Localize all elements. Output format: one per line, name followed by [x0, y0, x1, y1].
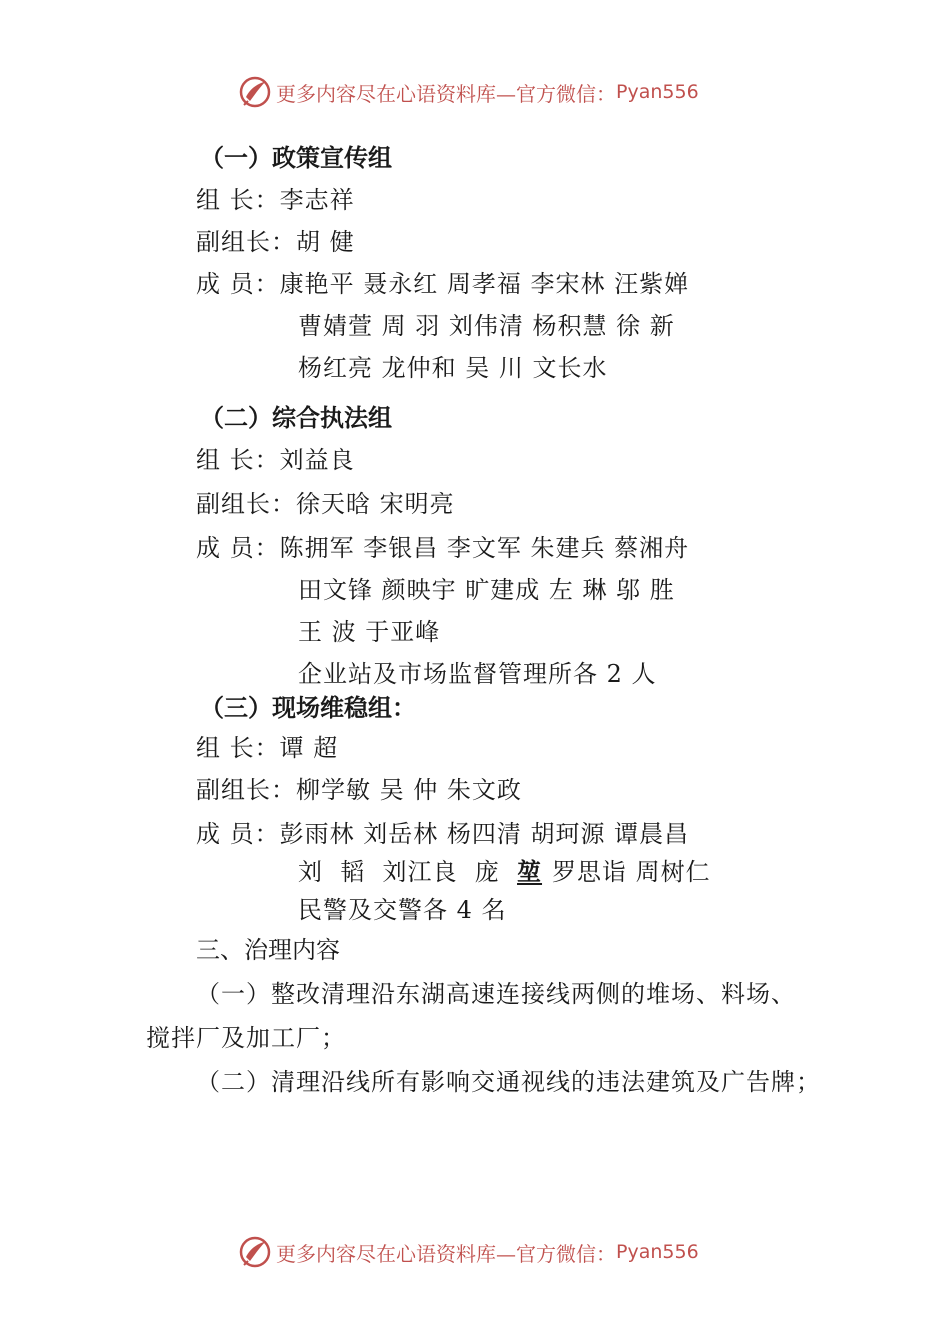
group-members-line: 企业站及市场监督管理所各 2 人 [298, 660, 657, 688]
group-deputy: 副组长：徐天晗 宋明亮 [196, 490, 455, 518]
group-members-line: 成 员：彭雨林 刘岳林 杨四清 胡珂源 谭晨昌 [196, 820, 690, 848]
watermark-banner-bottom [238, 1234, 699, 1270]
brush-logo-icon [238, 75, 272, 109]
group-members-line: 成 员：康艳平 聂永红 周孝福 李宋林 汪紫婵 [196, 270, 690, 298]
brush-logo-icon [238, 1235, 272, 1269]
section-item: （一）整改清理沿东湖高速连接线两侧的堆场、料场、 [196, 980, 796, 1008]
group-leader: 组 长：李志祥 [196, 186, 355, 214]
group-deputy: 副组长：柳学敏 吴 仲 朱文政 [196, 776, 522, 804]
member-names-tail: 罗思诣 周树仁 [552, 858, 711, 886]
section-item: （二）清理沿线所有影响交通视线的违法建筑及广告牌； [196, 1068, 821, 1096]
section-item-continued: 搅拌厂及加工厂； [146, 1024, 346, 1052]
section-title: 三、治理内容 [196, 936, 340, 964]
group-members-line: 民警及交警各 4 名 [298, 896, 507, 924]
member-name-special: 堃 [517, 857, 543, 886]
group-members-line: 曹婧萱 周 羽 刘伟清 杨积慧 徐 新 [298, 312, 675, 340]
group-heading: （一）政策宣传组 [200, 144, 392, 172]
group-leader: 组 长：刘益良 [196, 446, 355, 474]
group-members-line: 杨红亮 龙仲和 吴 川 文长水 [298, 354, 608, 382]
watermark-banner-top [238, 74, 699, 110]
group-leader: 组 长：谭 超 [196, 734, 339, 762]
group-deputy: 副组长：胡 健 [196, 228, 355, 256]
group-members-line: 田文锋 颜映宇 旷建成 左 琳 邬 胜 [298, 576, 675, 604]
watermark-text: 更多内容尽在心语资料库—官方微信： [276, 81, 616, 106]
group-heading: （二）综合执法组 [200, 404, 392, 432]
group-members-line: 王 波 于亚峰 [298, 618, 441, 646]
watermark-text: 更多内容尽在心语资料库—官方微信： [276, 1241, 616, 1266]
member-names: 刘 韬 刘江良 庞 [298, 858, 518, 886]
group-heading: （三）现场维稳组： [200, 694, 416, 722]
group-members-line-special [298, 852, 711, 887]
watermark-wechat: Pyan556 [616, 1241, 699, 1263]
group-members-line: 成 员：陈拥军 李银昌 李文军 朱建兵 蔡湘舟 [196, 534, 690, 562]
watermark-wechat: Pyan556 [616, 81, 699, 103]
